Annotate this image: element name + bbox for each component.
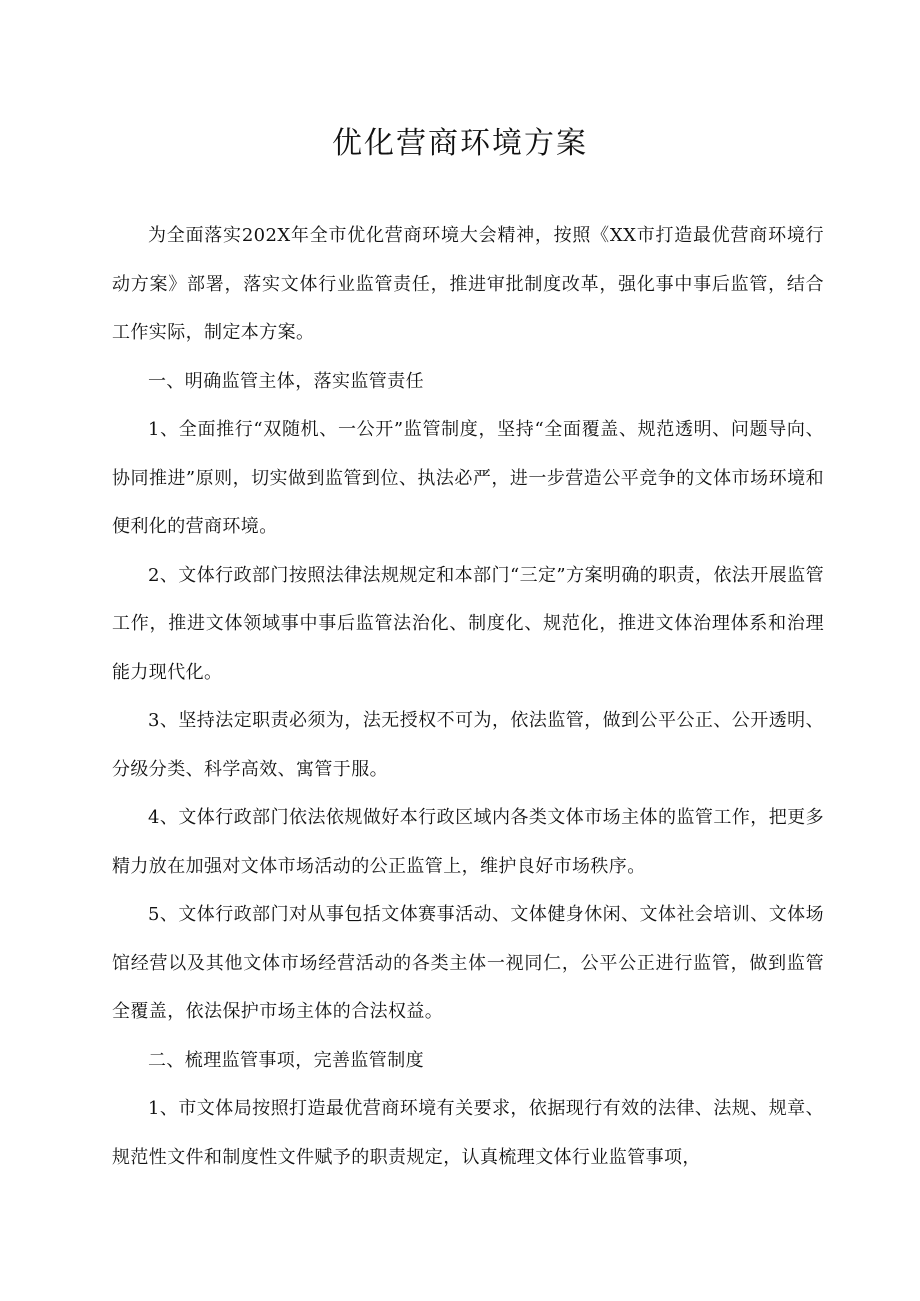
section-2-item-1: 1、市文体局按照打造最优营商环境有关要求，依据现行有效的法律、法规、规章、规范性文件和制度性文件赋予的职责规定，认真梳理文体行业监管事项，: [112, 1098, 824, 1168]
document-title: 优化营商环境方案: [332, 126, 588, 161]
section-1-item-4: 4、文体行政部门依法依规做好本行政区域内各类文体市场主体的监管工作，把更多精力放在加强对文体市场活动的公正监管上，维护良好市场秩序。: [112, 807, 824, 877]
section-1-item-3: 3、坚持法定职责必须为，法无授权不可为，依法监管，做到公平公正、公开透明、分级分类、科学高效、寓管于服。: [112, 710, 824, 780]
section-1-item-1: 1、全面推行“双随机、一公开”监管制度，坚持“全面覆盖、规范透明、问题导向、协同推进”原则，切实做到监管到位、执法必严，进一步营造公平竞争的文体市场环境和便利化的营商环境。: [112, 419, 824, 537]
document-body: [112, 212, 824, 1182]
section-1-heading: 一、明确监管主体，落实监管责任: [148, 370, 424, 392]
section-2-heading: 二、梳理监管事项，完善监管制度: [148, 1049, 424, 1071]
section-1-item-2: 2、文体行政部门按照法律法规规定和本部门“三定”方案明确的职责，依法开展监管工作，推进文体领域事中事后监管法治化、制度化、规范化，推进文体治理体系和治理能力现代化。: [112, 564, 824, 683]
section-1-item-5: 5、文体行政部门对从事包括文体赛事活动、文体健身休闲、文体社会培训、文体场馆经营以及其他文体市场经营活动的各类主体一视同仁，公平公正进行监管，做到监管全覆盖，依法保护市场主体的合法权益。: [112, 904, 824, 1022]
intro-paragraph: 为全面落实202X年全市优化营商环境大会精神，按照《XX市打造最优营商环境行动方案》部署，落实文体行业监管责任，推进审批制度改革，强化事中事后监管，结合工作实际，制定本方案。: [112, 225, 824, 343]
